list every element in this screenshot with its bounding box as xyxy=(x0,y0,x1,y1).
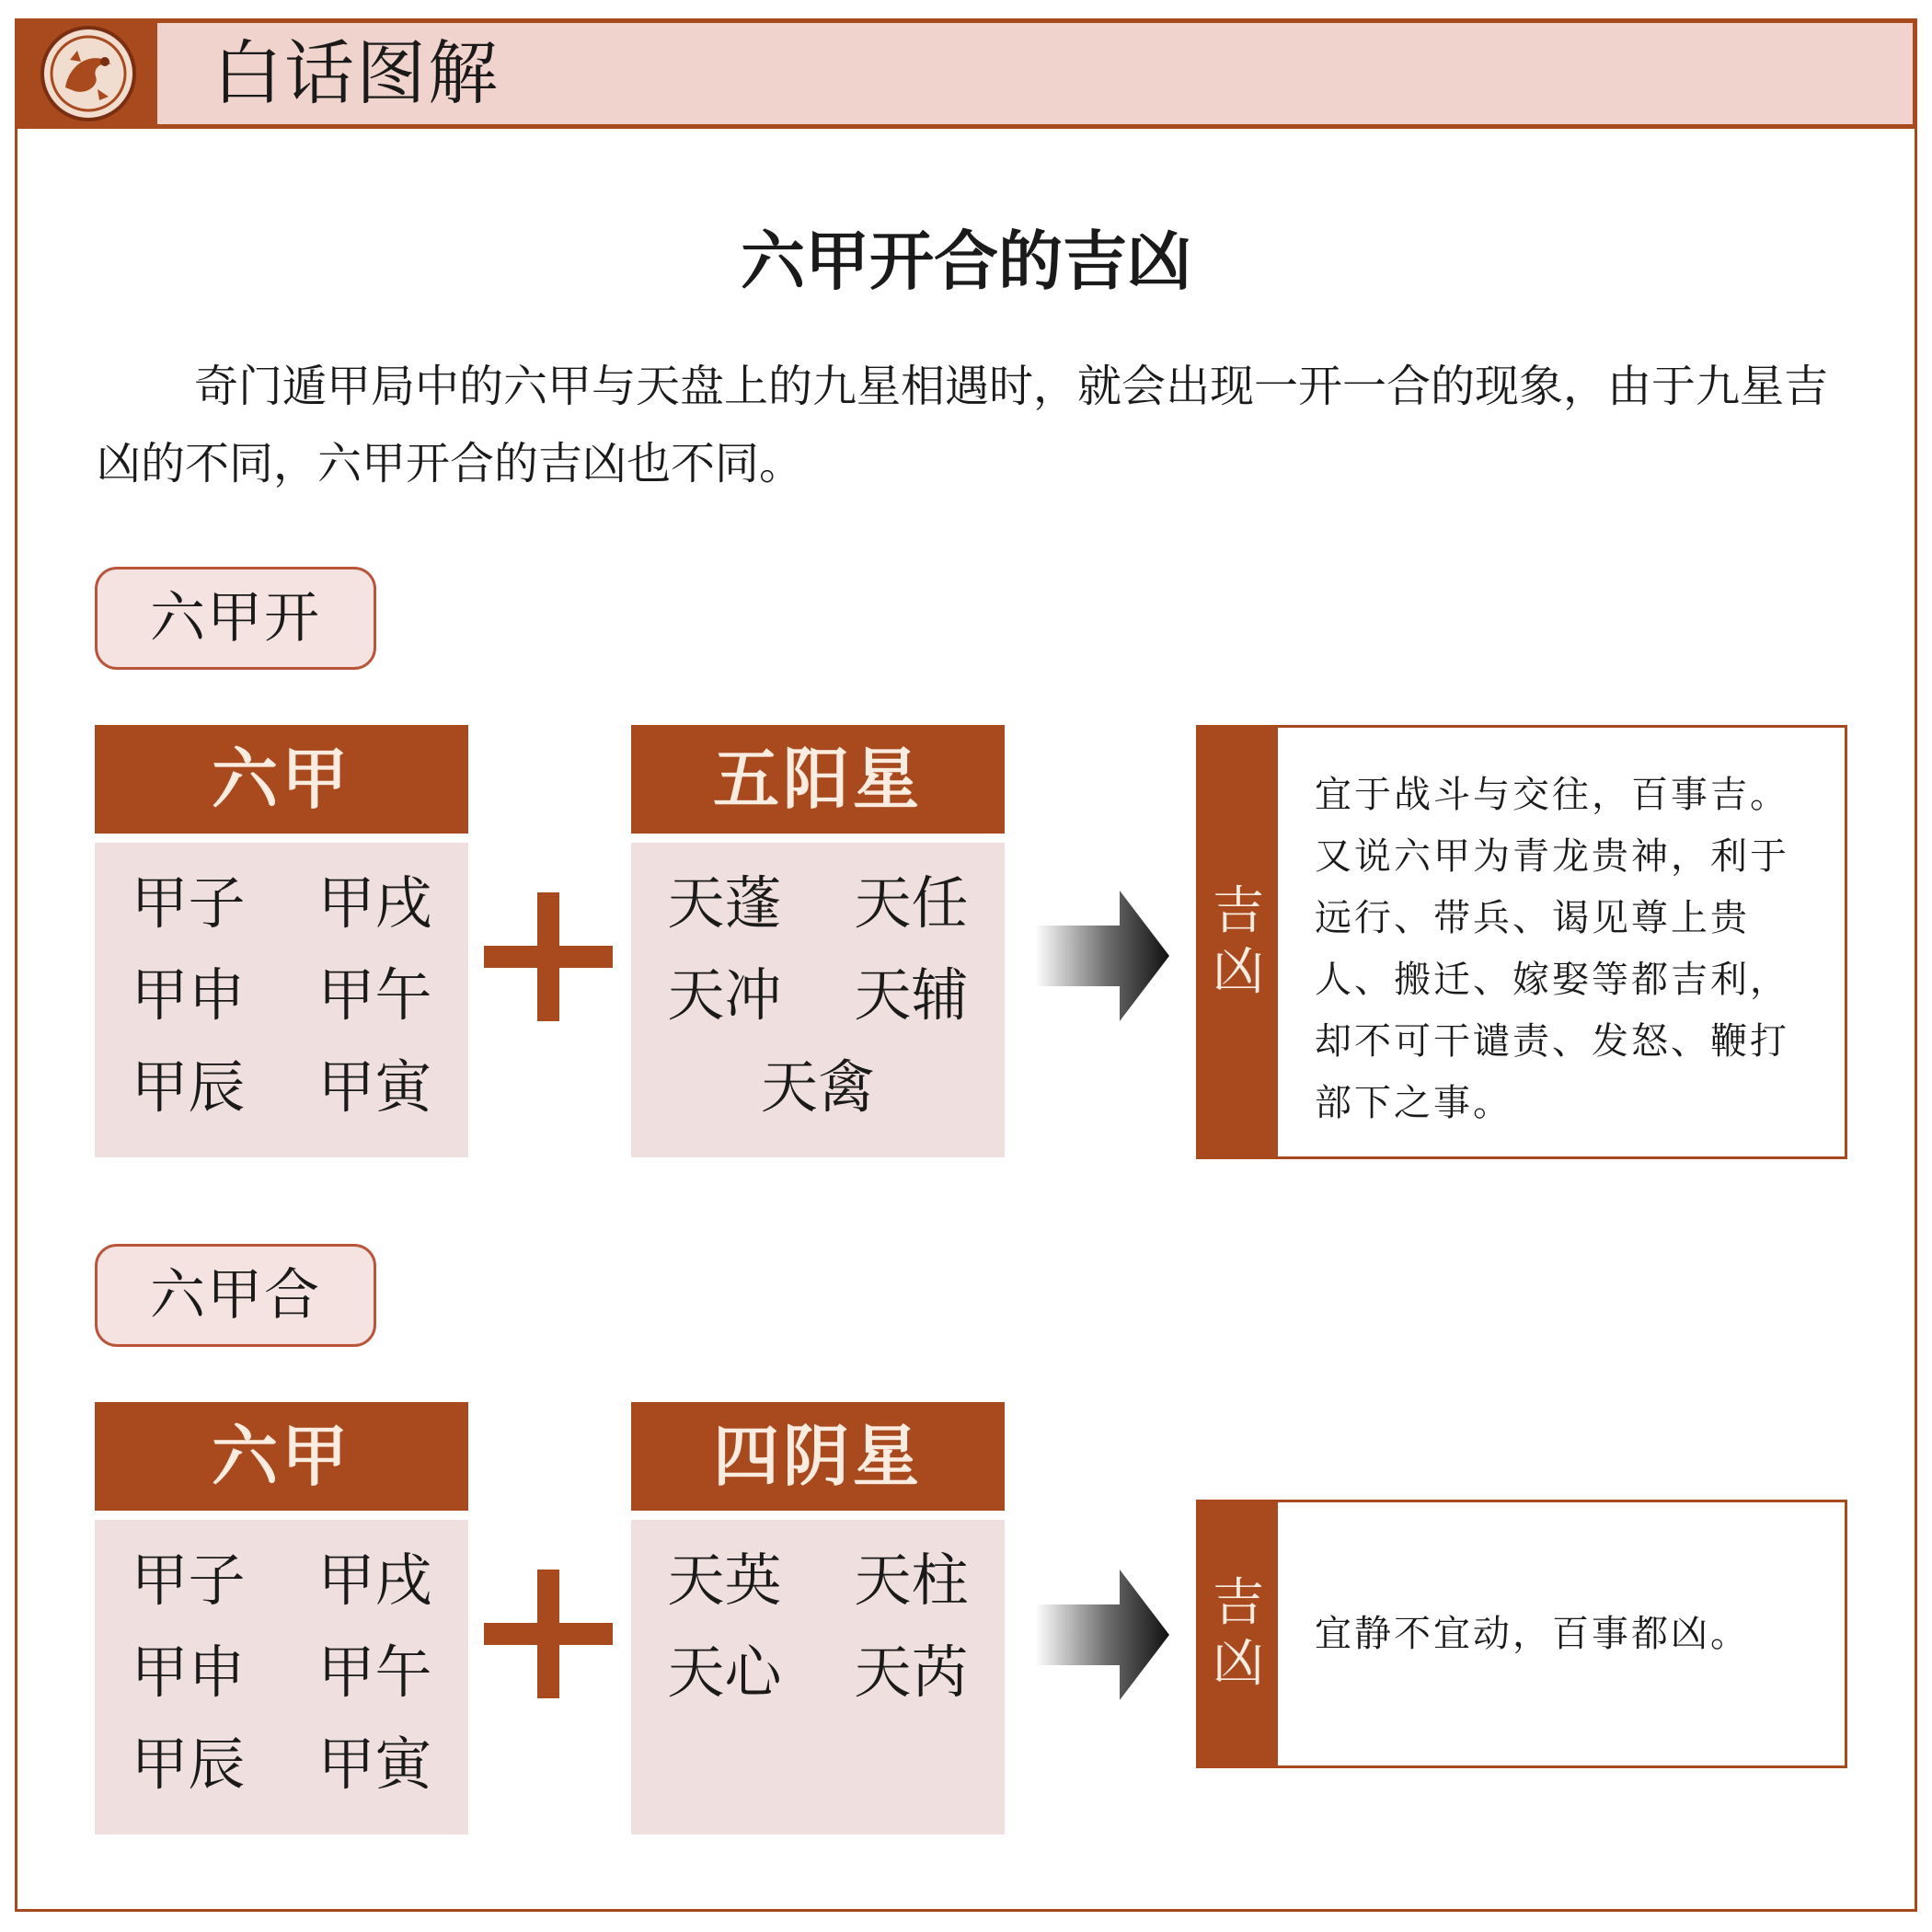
cell: 甲午 xyxy=(317,961,432,1029)
cell: 甲寅 xyxy=(317,1053,432,1121)
arrow-right-icon xyxy=(1035,1570,1169,1700)
cell-row xyxy=(95,857,468,949)
cell-row xyxy=(95,949,468,1041)
result-label-char: 吉 xyxy=(1213,881,1264,941)
cell: 甲辰 xyxy=(131,1053,246,1121)
intro-paragraph: 奇门遁甲局中的六甲与天盘上的九星相遇时，就会出现一开一合的现象，由于九星吉凶的不同，六甲开合的吉凶也不同。 xyxy=(97,361,1829,489)
yang-stars-box xyxy=(631,725,1005,1157)
main-title: 六甲开合的吉凶 xyxy=(741,224,1191,299)
cell-row xyxy=(631,1627,1005,1719)
section-tag-close: 六甲合 xyxy=(95,1244,376,1347)
cell: 天芮 xyxy=(854,1639,969,1706)
liujia-body xyxy=(95,843,468,1157)
header-emblem xyxy=(19,23,157,124)
cell: 甲戌 xyxy=(317,869,432,937)
cell: 天柱 xyxy=(854,1547,969,1614)
cell: 甲子 xyxy=(131,1547,246,1614)
cell-row xyxy=(95,1535,468,1627)
yin-stars-header: 四阴星 xyxy=(631,1402,1005,1511)
cell-row xyxy=(631,857,1005,949)
cell: 甲辰 xyxy=(131,1731,246,1798)
yang-stars-header: 五阳星 xyxy=(631,725,1005,834)
cell-row xyxy=(95,1041,468,1133)
cell-row xyxy=(631,1535,1005,1627)
result-text: 宜静不宜动，百事都凶。 xyxy=(1315,1613,1750,1655)
liujia-body xyxy=(95,1520,468,1834)
dragon-seal-icon xyxy=(33,23,144,124)
cell-row xyxy=(631,1041,1005,1133)
plus-icon xyxy=(484,1570,613,1698)
liujia-box-close xyxy=(95,1402,468,1834)
result-box-open xyxy=(1196,725,1847,1159)
section-tag-open: 六甲开 xyxy=(95,567,376,670)
liujia-header: 六甲 xyxy=(95,725,468,834)
cell: 甲子 xyxy=(131,869,246,937)
header-bar xyxy=(15,18,1917,129)
cell: 甲戌 xyxy=(317,1547,432,1614)
yang-stars-body xyxy=(631,843,1005,1157)
cell: 甲午 xyxy=(317,1639,432,1706)
result-label-char: 吉 xyxy=(1213,1573,1264,1633)
result-label xyxy=(1199,728,1278,1156)
cell-row xyxy=(95,1719,468,1811)
liujia-box-open xyxy=(95,725,468,1157)
cell-row xyxy=(95,1627,468,1719)
cell: 天辅 xyxy=(854,961,969,1029)
cell-row xyxy=(631,949,1005,1041)
result-box-close xyxy=(1196,1500,1847,1768)
plus-icon xyxy=(484,892,613,1021)
cell: 甲寅 xyxy=(317,1731,432,1798)
result-label-char: 凶 xyxy=(1213,1634,1264,1694)
cell: 天心 xyxy=(667,1639,782,1706)
cell: 天冲 xyxy=(667,961,782,1029)
yin-stars-box xyxy=(631,1402,1005,1834)
result-text: 宜于战斗与交往，百事吉。又说六甲为青龙贵神，利于远行、带兵、谒见尊上贵人、搬迁、嫁娶等都吉利，却不可干谴责、发怒、鞭打部下之事。 xyxy=(1315,774,1789,1124)
result-label xyxy=(1199,1502,1278,1765)
yin-stars-body xyxy=(631,1520,1005,1834)
cell: 天任 xyxy=(854,869,969,937)
cell: 天蓬 xyxy=(667,869,782,937)
cell: 甲申 xyxy=(131,961,246,1029)
liujia-header: 六甲 xyxy=(95,1402,468,1511)
cell: 天禽 xyxy=(760,1053,875,1121)
result-label-char: 凶 xyxy=(1213,942,1264,1002)
arrow-right-icon xyxy=(1035,891,1169,1021)
cell: 天英 xyxy=(667,1547,782,1614)
cell: 甲申 xyxy=(131,1639,246,1706)
header-title: 白话图解 xyxy=(213,32,500,114)
